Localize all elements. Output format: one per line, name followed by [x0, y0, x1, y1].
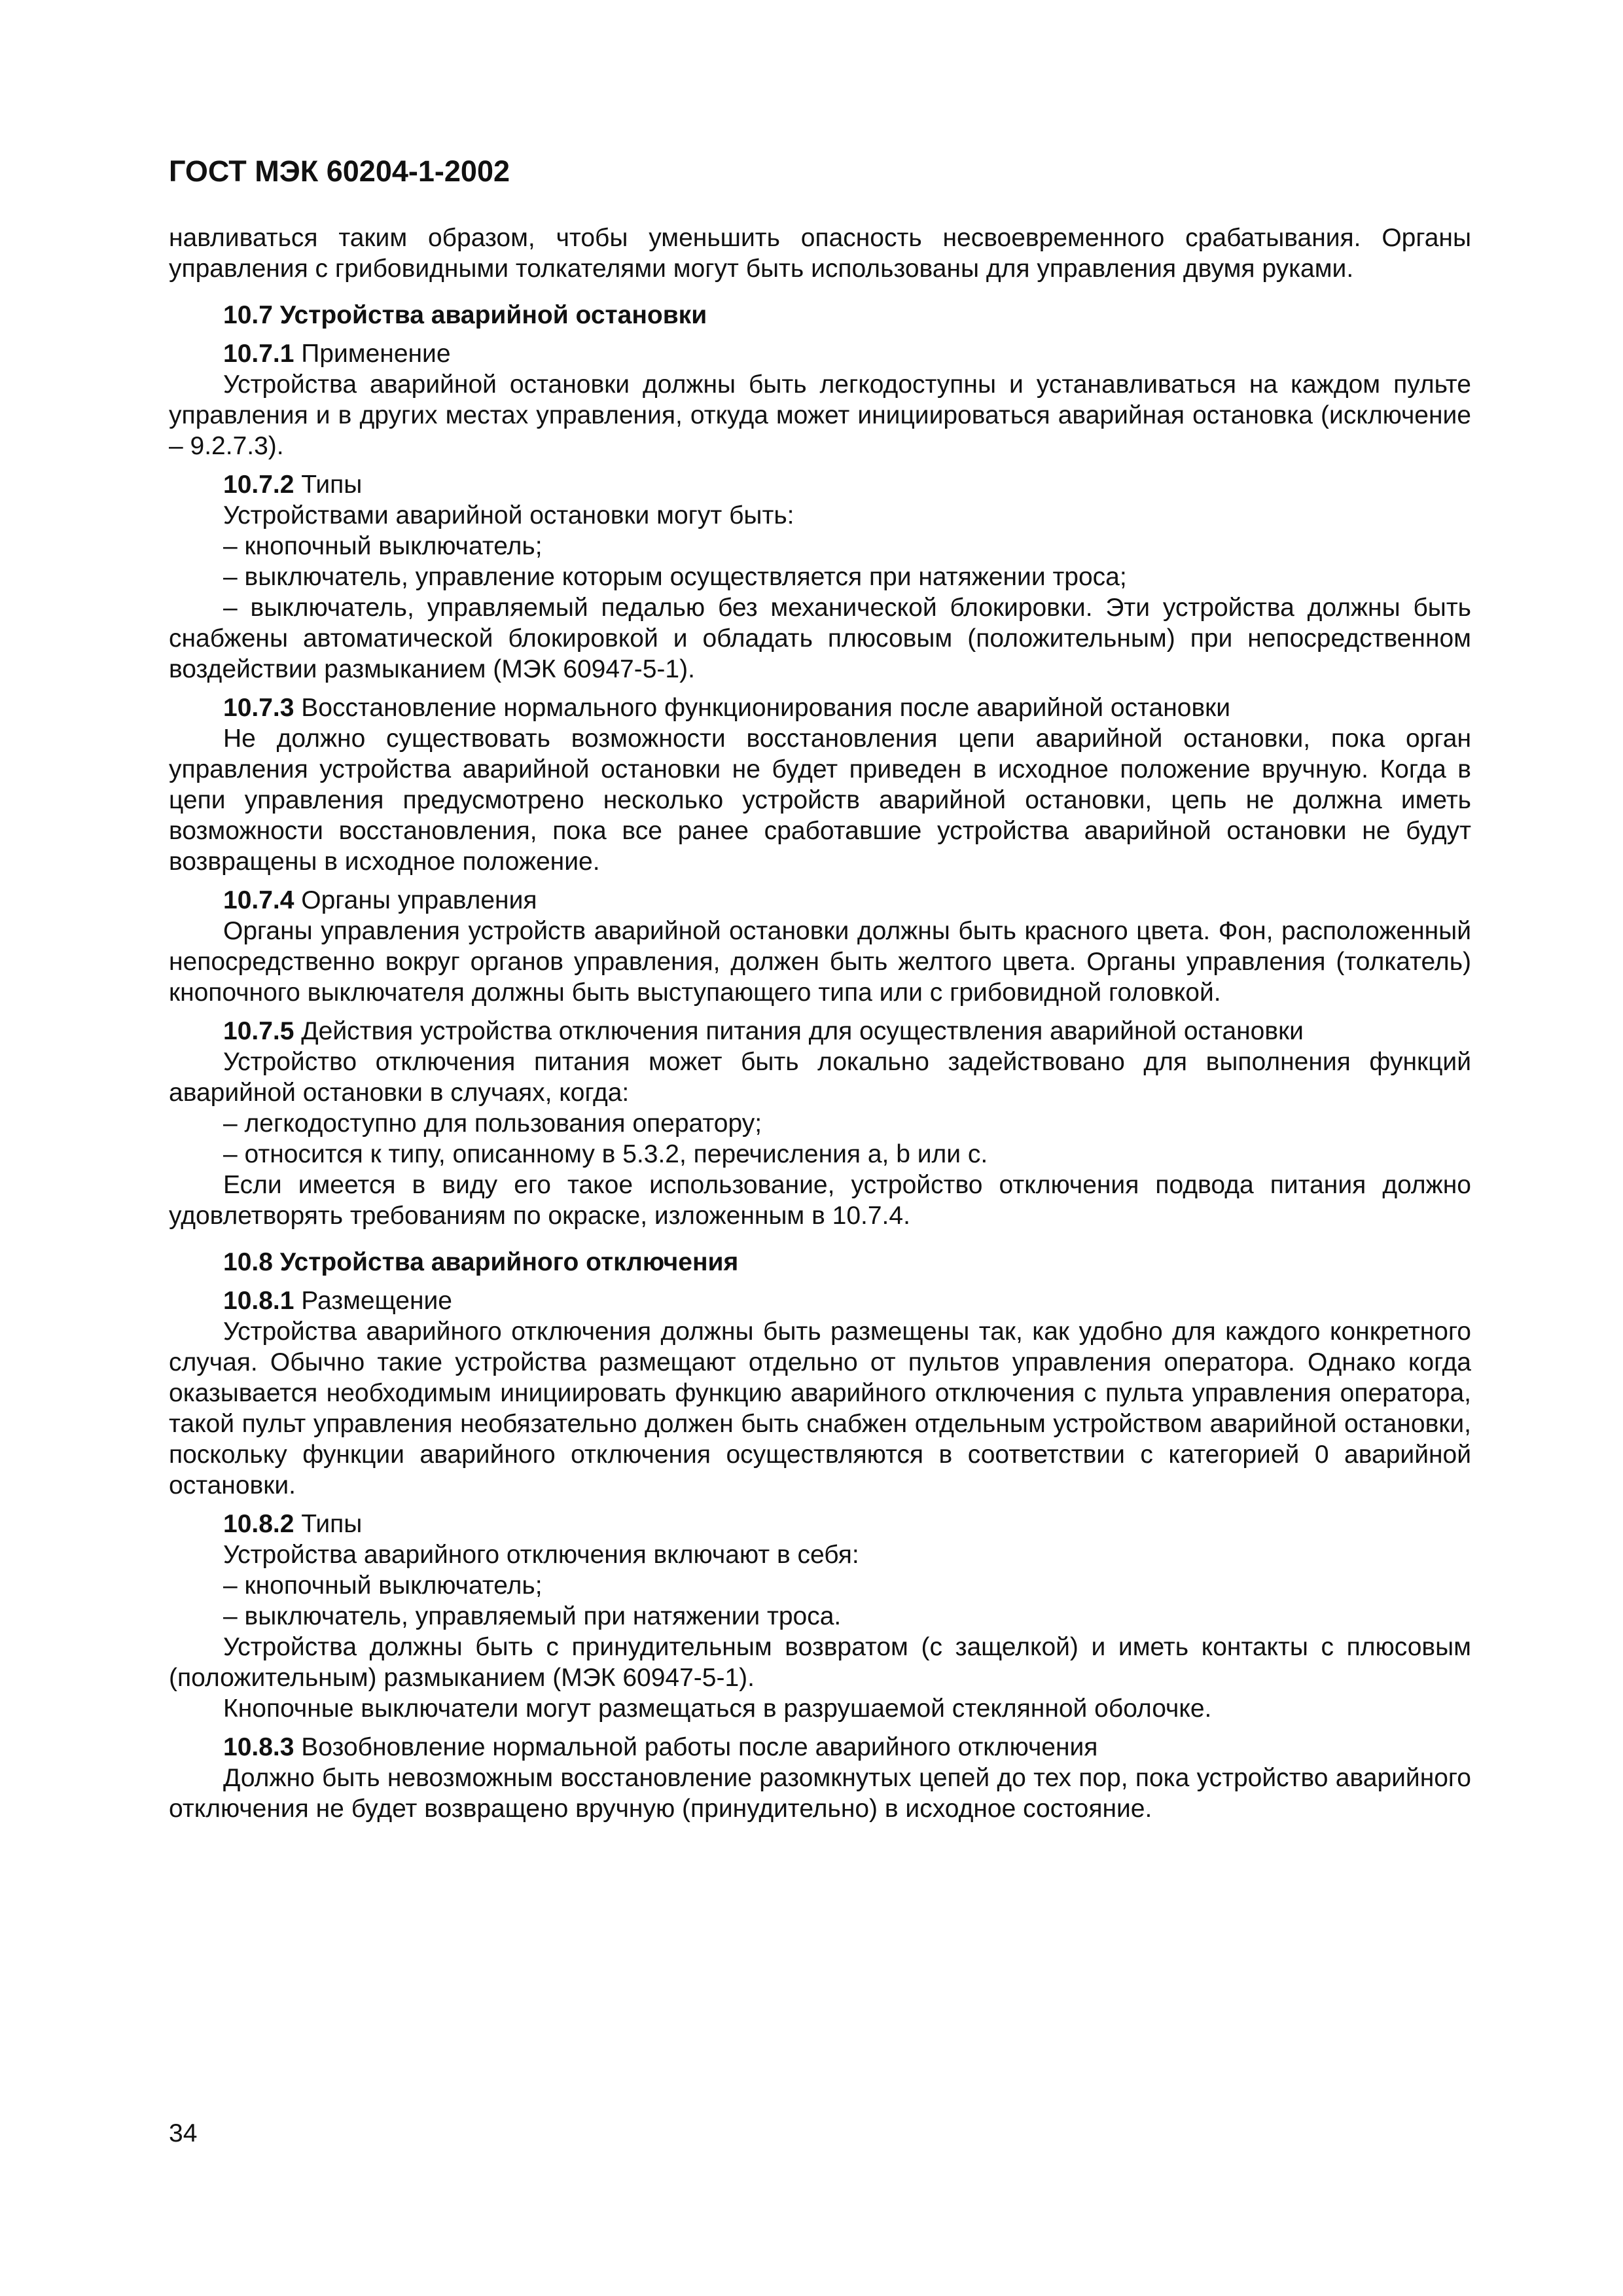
subsection-heading — [169, 338, 1471, 369]
body-paragraph: – выключатель, управляемый педалью без механической блокировки. Эти устройства должны быть снабжены автоматической блокировкой и обладать плюсовым (положительным) при непосредственном воздействии размыканием (МЭК 60947-5-1). — [169, 594, 1471, 683]
subsection-heading — [169, 1509, 1471, 1539]
subsection-title: Типы — [294, 471, 363, 499]
subsection-title: Типы — [294, 1510, 363, 1538]
subsection-title: Применение — [294, 340, 451, 368]
subsection-title: Действия устройства отключения питания для осуществления аварийной остановки — [294, 1017, 1304, 1045]
subsection-heading — [169, 885, 1471, 916]
list-item: – кнопочный выключатель; — [223, 1571, 543, 1600]
body-paragraph: Не должно существовать возможности восстановления цепи аварийной остановки, пока орган управления устройства аварийной остановки не будет приведен в исходное положение вручную. Когда в цепи управления предусмотрено несколько устройств аварийной остановки, цепь не должна иметь возможности восстановления, пока все ранее сработавшие устройства аварийной остановки не будут возвращены в исходное положение. — [169, 725, 1471, 876]
subsection-heading — [169, 469, 1471, 500]
subsection-number: 10.7.4 — [223, 886, 294, 914]
body-paragraph: Если имеется в виду его такое использование, устройство отключения подвода питания должно удовлетворять требованиям по окраске, изложенным в 10.7.4. — [169, 1171, 1471, 1230]
list-item: Кнопочные выключатели могут размещаться в разрушаемой стеклянной оболочке. — [223, 1695, 1212, 1723]
subsection-heading — [169, 692, 1471, 723]
subsection-heading — [169, 1732, 1471, 1763]
body-paragraph: Устройства аварийного отключения должны быть размещены так, как удобно для каждого конкретного случая. Обычно такие устройства размещают отдельно от пультов управления оператора. Однако когда оказывается необходимым инициировать функцию аварийного отключения с пульта управления оператора, такой пульт управления необязательно должен быть снабжен отдельным устройством аварийной остановки, поскольку функции аварийного отключения осуществляются в соответствии с категорией 0 аварийной остановки. — [169, 1318, 1471, 1499]
subsection-heading — [169, 1016, 1471, 1047]
section-heading: 10.7 Устройства аварийной остановки — [223, 301, 707, 329]
subsection-title: Возобновление нормальной работы после аварийного отключения — [294, 1733, 1098, 1761]
subsection-number: 10.8.3 — [223, 1733, 294, 1761]
list-item: – относится к типу, описанному в 5.3.2, перечисления a, b или c. — [223, 1140, 988, 1168]
document-body — [169, 223, 1471, 1824]
subsection-title: Восстановление нормального функционирования после аварийной остановки — [294, 694, 1231, 722]
subsection-number: 10.8.1 — [223, 1287, 294, 1315]
document-header-title: ГОСТ МЭК 60204-1-2002 — [169, 154, 510, 188]
subsection-number: 10.7.2 — [223, 471, 294, 499]
list-item: – выключатель, управляемый при натяжении троса. — [223, 1602, 842, 1630]
body-paragraph: Устройства должны быть с принудительным возвратом (с защелкой) и иметь контакты с плюсовым (положительным) размыканием (МЭК 60947-5-1). — [169, 1633, 1471, 1692]
list-item: – кнопочный выключатель; — [223, 532, 543, 560]
body-paragraph: навливаться таким образом, чтобы уменьшить опасность несвоевременного срабатывания. Органы управления с грибовидными толкателями могут быть использованы для управления двумя руками. — [169, 224, 1471, 283]
subsection-number: 10.7.3 — [223, 694, 294, 722]
list-item: Устройства аварийного отключения включают в себя: — [223, 1541, 859, 1569]
body-paragraph: Устройство отключения питания может быть локально задействовано для выполнения функций аварийной остановки в случаях, когда: — [169, 1048, 1471, 1107]
subsection-heading — [169, 1285, 1471, 1316]
list-item: – выключатель, управление которым осуществляется при натяжении троса; — [223, 563, 1127, 591]
list-item: Устройствами аварийной остановки могут быть: — [223, 501, 794, 529]
page-number: 34 — [169, 2119, 198, 2147]
subsection-number: 10.7.5 — [223, 1017, 294, 1045]
subsection-title: Органы управления — [294, 886, 537, 914]
body-paragraph: Органы управления устройств аварийной остановки должны быть красного цвета. Фон, расположенный непосредственно вокруг органов управления, должен быть желтого цвета. Органы управления (толкатель) кнопочного выключателя должны быть выступающего типа или с грибовидной головкой. — [169, 917, 1471, 1007]
subsection-number: 10.8.2 — [223, 1510, 294, 1538]
body-paragraph: Должно быть невозможным восстановление разомкнутых цепей до тех пор, пока устройство аварийного отключения не будет возвращено вручную (принудительно) в исходное состояние. — [169, 1764, 1471, 1823]
section-heading: 10.8 Устройства аварийного отключения — [223, 1248, 739, 1276]
subsection-title: Размещение — [294, 1287, 452, 1315]
body-paragraph: Устройства аварийной остановки должны быть легкодоступны и устанавливаться на каждом пульте управления и в других местах управления, откуда может инициироваться аварийная остановка (исключение – 9.2.7.3). — [169, 370, 1471, 460]
list-item: – легкодоступно для пользования оператору; — [223, 1109, 762, 1138]
subsection-number: 10.7.1 — [223, 340, 294, 368]
